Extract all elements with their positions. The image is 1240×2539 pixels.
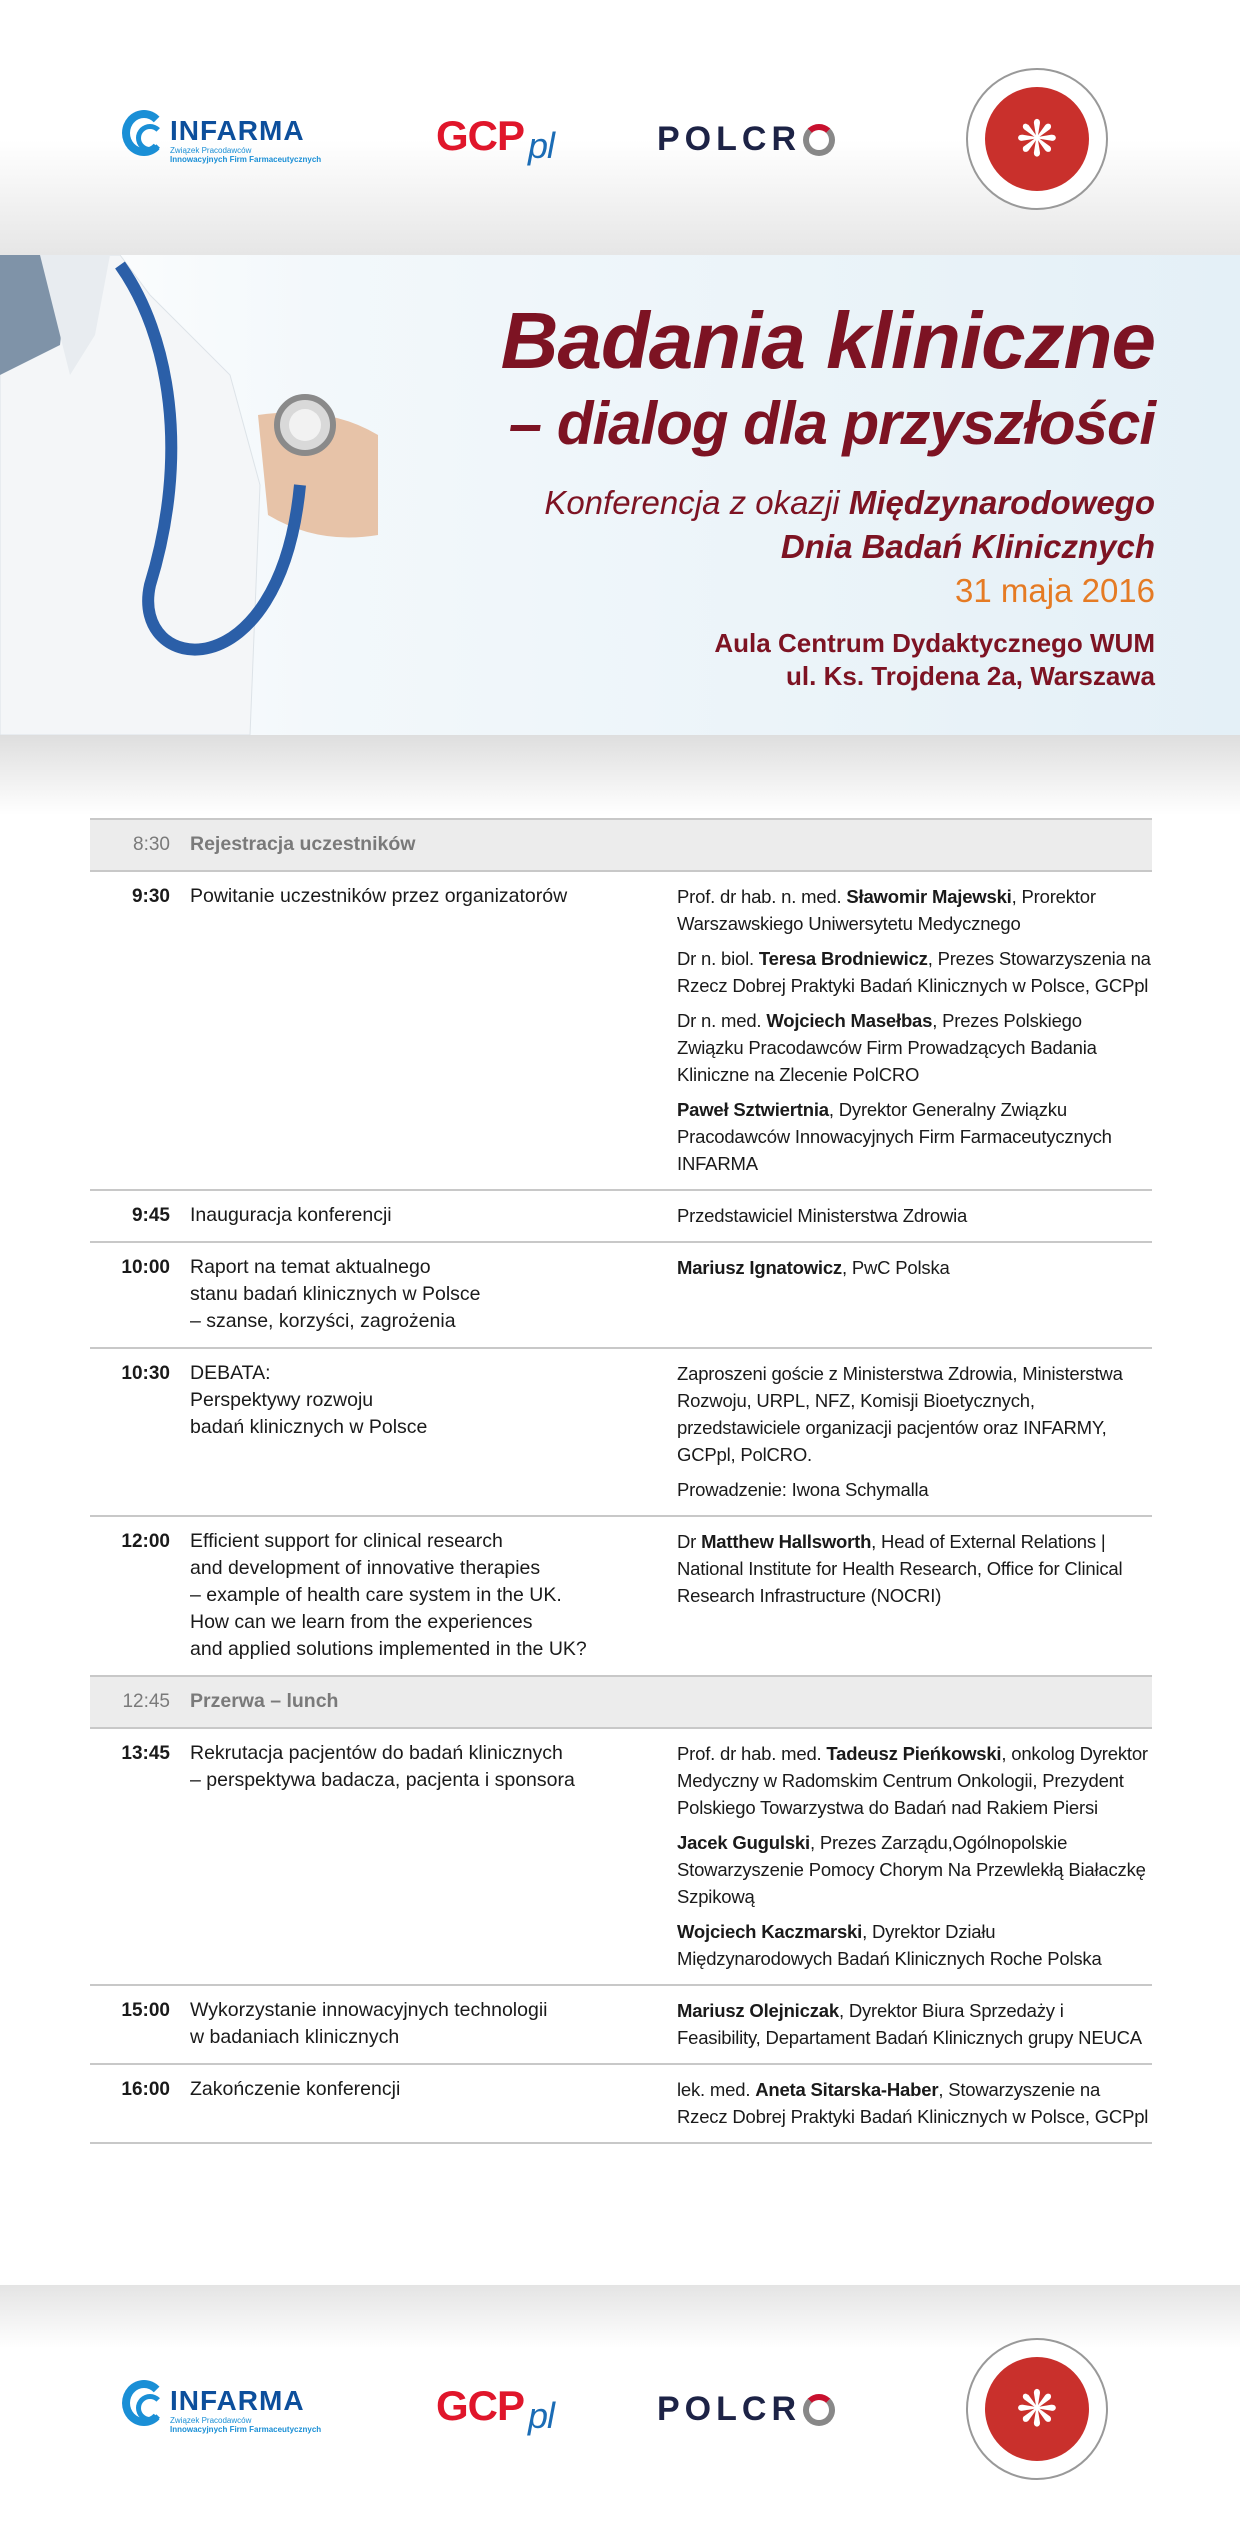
infarma-sub1: Związek Pracodawców [170,146,252,155]
agenda-title-line: Raport na temat aktualnego [190,1256,431,1278]
event-subtitle: – dialog dla przyszłości [508,390,1155,457]
speaker-role: , Stowarzyszenie na Rzecz Dobrej Praktyki Badań Klinicznych w Polsce, GCPpl [677,2079,1149,2127]
agenda-speakers [677,1528,1152,1663]
event-date: 31 maja 2016 [955,572,1155,609]
agenda-speakers [677,1997,1152,2051]
sponsor-logos-top [0,60,1240,260]
agenda-title-line: – example of health care system in the UK. [190,1584,562,1606]
infarma-name: INFARMA [170,115,305,146]
agenda-title [170,1254,677,1335]
speaker-role: , Head of External Relations | National Institute for Health Research, Office for Clinical Research Infrastructure (NOCRI) [677,1531,1123,1606]
agenda-row [90,2065,1152,2144]
agenda-title-line: and applied solutions implemented in the UK? [190,1638,587,1660]
infarma-sub1: Związek Pracodawców [170,2416,252,2425]
agenda-row [90,1729,1152,1986]
speaker-title: Dr n. med. [677,1010,767,1031]
agenda-title [170,831,677,858]
hero-shadow [0,735,1240,815]
agenda-title-line: stanu badań klinicznych w Polsce [190,1283,481,1305]
agenda-title-line: Rejestracja uczestników [190,833,416,855]
polcro-name: POLCR [657,2390,801,2428]
gcp-suffix: pl [528,125,555,166]
eagle-icon: ❋ [985,87,1089,191]
wum-seal-logo [966,2338,1108,2480]
agenda-time: 16:00 [121,2079,170,2100]
agenda-title [170,1688,677,1715]
infarma-sub2: Innowacyjnych Firm Farmaceutycznych [170,155,322,164]
speaker-name: Mariusz Olejniczak [677,2000,839,2021]
speaker-role: , Dyrektor Biura Sprzedaży i Feasibility, Departament Badań Klinicznych grupy NEUCA [677,2000,1142,2048]
agenda-time: 9:45 [131,1205,170,1226]
agenda-title-line: Powitanie uczestników przez organizatorów [190,885,568,907]
agenda-speakers [677,1688,1152,1715]
agenda-title-line: Przerwa – lunch [190,1690,339,1712]
speaker-name: Wojciech Masełbas [766,1010,933,1031]
event-title: Badania kliniczne [500,296,1155,385]
speaker-role: , Dyrektor Generalny Związku Pracodawców Innowacyjnych Firm Farmaceutycznych INFARMA [677,1099,1112,1174]
speaker [677,1997,1152,2051]
speaker-role: , PwC Polska [841,1257,950,1278]
occasion-bold: Międzynarodowego [848,484,1155,521]
agenda-title [170,883,677,1177]
speaker [677,1007,1152,1088]
polcro-name: POLCR [657,120,801,158]
conference-occasion [501,481,1155,525]
speaker [677,1254,1152,1281]
speaker-role: , Prezes Polskiego Związku Pracodawców Firm Prowadzących Badania Kliniczne na Zlecenie PolCRO [677,1010,1097,1085]
speaker-role: , onkolog Dyrektor Medyczny w Radomskim Centrum Onkologii, Prezydent Polskiego Towarzystwa do Badań nad Rakiem Piersi [677,1743,1148,1818]
speaker-role: , Prezes Zarządu,Ogólnopolskie Stowarzyszenie Pomocy Chorym Na Przewlekłą Białaczkę Szpikową [677,1832,1146,1907]
hero-text [501,297,1155,693]
venue-address: ul. Ks. Trojdena 2a, Warszawa [786,661,1155,691]
agenda-title-line: and development of innovative therapies [190,1557,541,1579]
agenda-title-line: Efficient support for clinical research [190,1530,503,1552]
agenda-speakers [677,831,1152,858]
speaker-role: , Prorektor Warszawskiego Uniwersytetu Medycznego [677,886,1096,934]
gcp-suffix: pl [528,2395,555,2436]
speaker [677,1528,1152,1609]
agenda-speakers [677,1360,1152,1503]
eagle-icon: ❋ [985,2357,1089,2461]
infarma-swirl-icon [122,110,166,156]
speaker-title: lek. med. [677,2079,756,2100]
speaker [677,1202,1152,1229]
agenda-title [170,2076,677,2130]
wum-seal-logo [966,68,1108,210]
speaker-name: Matthew Hallsworth [701,1531,872,1552]
agenda-title-line: Perspektywy rozwoju [190,1389,374,1411]
agenda-speakers [677,883,1152,1177]
agenda-title-line: Inauguracja konferencji [190,1204,392,1226]
agenda-title-line: – szanse, korzyści, zagrożenia [190,1310,456,1332]
speaker-title: Prof. dr hab. n. med. [677,886,847,907]
speaker-title: Przedstawiciel Ministerstwa Zdrowia [677,1205,968,1226]
agenda-speakers [677,1202,1152,1229]
agenda-time: 8:30 [133,834,170,855]
speaker-name: Tadeusz Pieńkowski [826,1743,1002,1764]
polcro-logo [657,120,835,159]
agenda-title [170,1997,677,2051]
agenda-speakers [677,1254,1152,1335]
speaker-role: , Dyrektor Działu Międzynarodowych Badań Klinicznych Roche Polska [677,1921,1102,1969]
agenda-title [170,1740,677,1972]
infarma-logo [122,2380,321,2434]
speaker-name: Teresa Brodniewicz [758,948,928,969]
agenda-title-line: Rekrutacja pacjentów do badań klinicznych [190,1742,563,1764]
agenda-title-line: w badaniach klinicznych [190,2026,400,2048]
hero-banner [0,255,1240,735]
occasion-prefix: Konferencja z okazji [544,484,849,521]
speaker [677,1918,1152,1972]
infarma-swirl-icon [122,2380,166,2426]
agenda-time: 15:00 [121,2000,170,2021]
speaker [677,1829,1152,1910]
agenda-speakers [677,2076,1152,2130]
agenda-time: 10:00 [121,1257,170,1278]
speaker-name: Mariusz Ignatowicz [677,1257,842,1278]
agenda-row [90,1191,1152,1243]
occasion-line2: Dnia Badań Klinicznych [780,528,1155,565]
infarma-sub2: Innowacyjnych Firm Farmaceutycznych [170,2425,322,2434]
speaker [677,945,1152,999]
agenda-time: 13:45 [121,1743,170,1764]
speaker-title: Prof. dr hab. med. [677,1743,827,1764]
agenda-row [90,820,1152,872]
speaker [677,1360,1152,1468]
polcro-ring-icon [803,2394,835,2426]
speaker-name: Sławomir Majewski [846,886,1012,907]
speaker-name: Aneta Sitarska-Haber [755,2079,939,2100]
speaker-role: , Prezes Stowarzyszenia na Rzecz Dobrej Praktyki Badań Klinicznych w Polsce, GCPpl [677,948,1151,996]
agenda-title [170,1360,677,1503]
agenda-title-line: Wykorzystanie innowacyjnych technologii [190,1999,548,2021]
agenda-row [90,1517,1152,1677]
agenda-row [90,872,1152,1191]
agenda-speakers [677,1740,1152,1972]
speaker-name: Jacek Gugulski [677,1832,810,1853]
infarma-logo [122,110,321,164]
sponsor-logos-bottom [0,2330,1240,2530]
speaker [677,1096,1152,1177]
polcro-logo [657,2390,835,2429]
agenda-row [90,1243,1152,1349]
agenda-time: 12:00 [121,1531,170,1552]
agenda-title-line: How can we learn from the experiences [190,1611,533,1633]
agenda-title-line: Zakończenie konferencji [190,2078,401,2100]
agenda-title [170,1202,677,1229]
agenda-title-line: badań klinicznych w Polsce [190,1416,428,1438]
agenda-row [90,1349,1152,1517]
speaker-name: Paweł Sztwiertnia [677,1099,829,1120]
gcp-main: GCP [436,112,525,159]
agenda-time: 12:45 [122,1691,170,1712]
agenda-title-line: – perspektywa badacza, pacjenta i sponsora [190,1769,575,1791]
speaker-name: Wojciech Kaczmarski [677,1921,863,1942]
speaker [677,2076,1152,2130]
agenda-row [90,1986,1152,2065]
gcp-main: GCP [436,2382,525,2429]
speaker [677,883,1152,937]
speaker-title: Dr [677,1531,702,1552]
gcppl-logo [436,2382,555,2436]
agenda-title [170,1528,677,1663]
agenda-time: 10:30 [121,1363,170,1384]
polcro-ring-icon [803,124,835,156]
speaker-title: Zaproszeni goście z Ministerstwa Zdrowia, Ministerstwa Rozwoju, URPL, NFZ, Komisji Bioetycznych, przedstawiciele organizacji pacjentów oraz INFARMY, GCPpl, PolCRO. [677,1363,1123,1465]
venue-name: Aula Centrum Dydaktycznego WUM [714,628,1155,658]
speaker-title: Dr n. biol. [677,948,759,969]
agenda-title-line: DEBATA: [190,1362,271,1384]
speaker [677,1740,1152,1821]
doctor-stethoscope-image [0,255,380,735]
agenda-row [90,1677,1152,1729]
gcppl-logo [436,112,555,166]
agenda-table [90,818,1152,2144]
infarma-name: INFARMA [170,2385,305,2416]
speaker [677,1476,1152,1503]
agenda-time: 9:30 [131,886,170,907]
speaker-title: Prowadzenie: Iwona Schymalla [677,1479,929,1500]
